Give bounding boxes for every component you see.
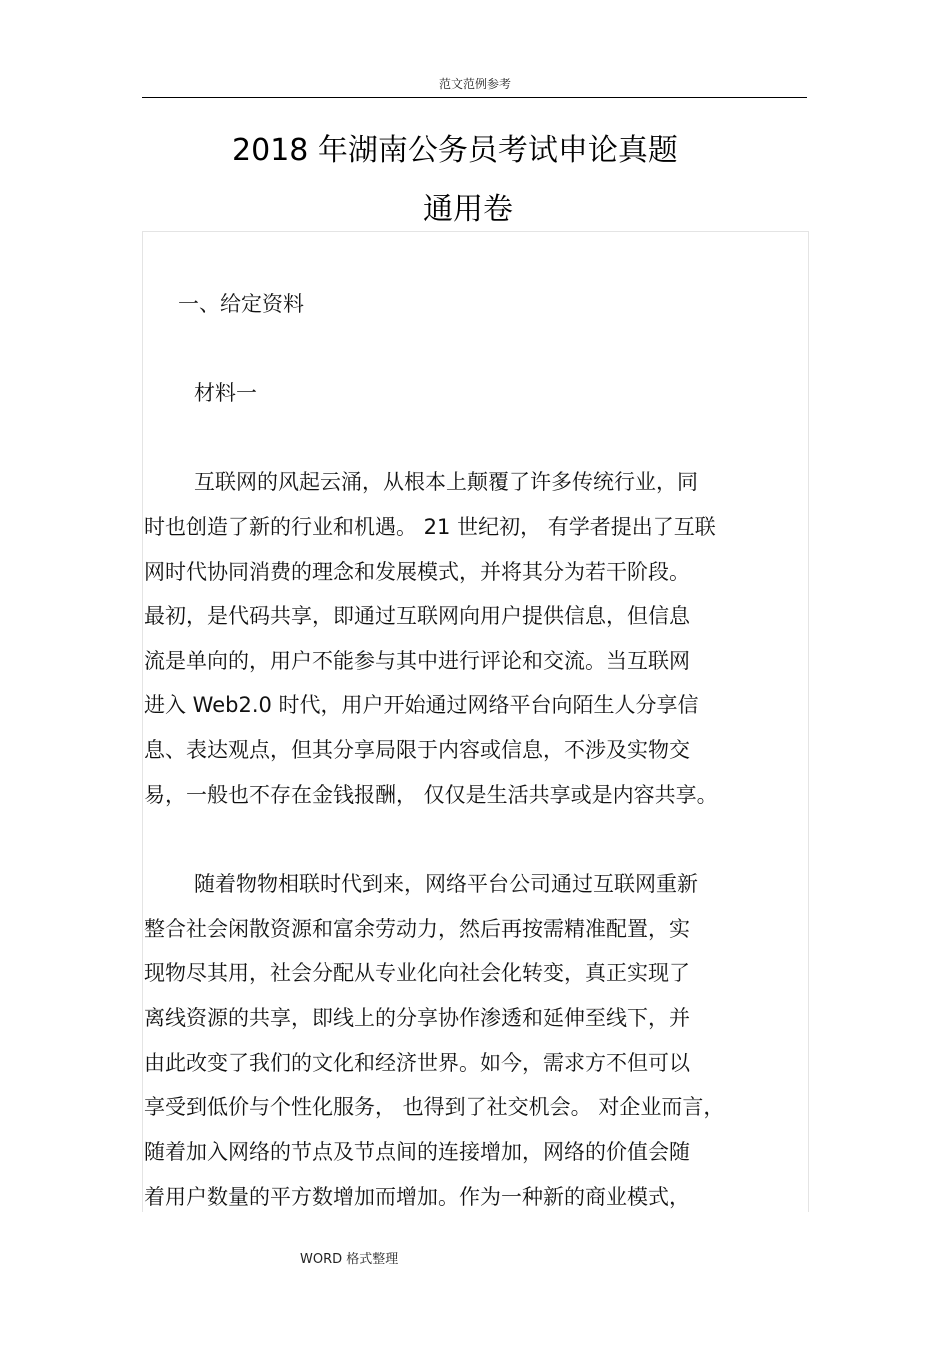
paragraph-line: 网时代协同消费的理念和发展模式，并将其分为若干阶段。 bbox=[144, 560, 690, 584]
page-footer: WORD 格式整理 bbox=[300, 1252, 399, 1267]
section-heading: 一、给定资料 bbox=[178, 292, 304, 316]
material-label: 材料一 bbox=[194, 381, 257, 405]
paragraph-line: 息、表达观点，但其分享局限于内容或信息，不涉及实物交 bbox=[144, 738, 690, 762]
paragraph-line: 随着加入网络的节点及节点间的连接增加，网络的价值会随 bbox=[144, 1140, 690, 1164]
header-rule bbox=[142, 97, 807, 98]
paragraph-line: 离线资源的共享，即线上的分享协作渗透和延伸至线下，并 bbox=[144, 1006, 690, 1030]
paragraph-line: 时也创造了新的行业和机遇。 21 世纪初， 有学者提出了互联 bbox=[144, 515, 716, 539]
paragraph-line: 现物尽其用，社会分配从专业化向社会化转变，真正实现了 bbox=[144, 961, 690, 985]
paragraph-line: 享受到低价与个性化服务， 也得到了社交机会。 对企业而言， bbox=[144, 1095, 725, 1119]
paragraph-line: 进入 Web2.0 时代，用户开始通过网络平台向陌生人分享信 bbox=[144, 693, 699, 717]
paragraph-line: 随着物物相联时代到来，网络平台公司通过互联网重新 bbox=[194, 872, 698, 896]
document-subtitle: 通用卷 bbox=[423, 192, 513, 227]
paragraph-line: 易，一般也不存在金钱报酬， 仅仅是生活共享或是内容共享。 bbox=[144, 783, 718, 807]
paragraph-line: 着用户数量的平方数增加而增加。作为一种新的商业模式， bbox=[144, 1185, 690, 1209]
paragraph-line: 由此改变了我们的文化和经济世界。如今，需求方不但可以 bbox=[144, 1051, 690, 1075]
paragraph-line: 最初，是代码共享，即通过互联网向用户提供信息，但信息 bbox=[144, 604, 690, 628]
paragraph-line: 互联网的风起云涌，从根本上颠覆了许多传统行业，同 bbox=[194, 470, 698, 494]
paragraph-line: 流是单向的，用户不能参与其中进行评论和交流。当互联网 bbox=[144, 649, 690, 673]
page-header: 范文范例参考 bbox=[438, 77, 511, 91]
paragraph-line: 整合社会闲散资源和富余劳动力，然后再按需精准配置，实 bbox=[144, 917, 690, 941]
document-title: 2018 年湖南公务员考试申论真题 bbox=[232, 133, 678, 168]
